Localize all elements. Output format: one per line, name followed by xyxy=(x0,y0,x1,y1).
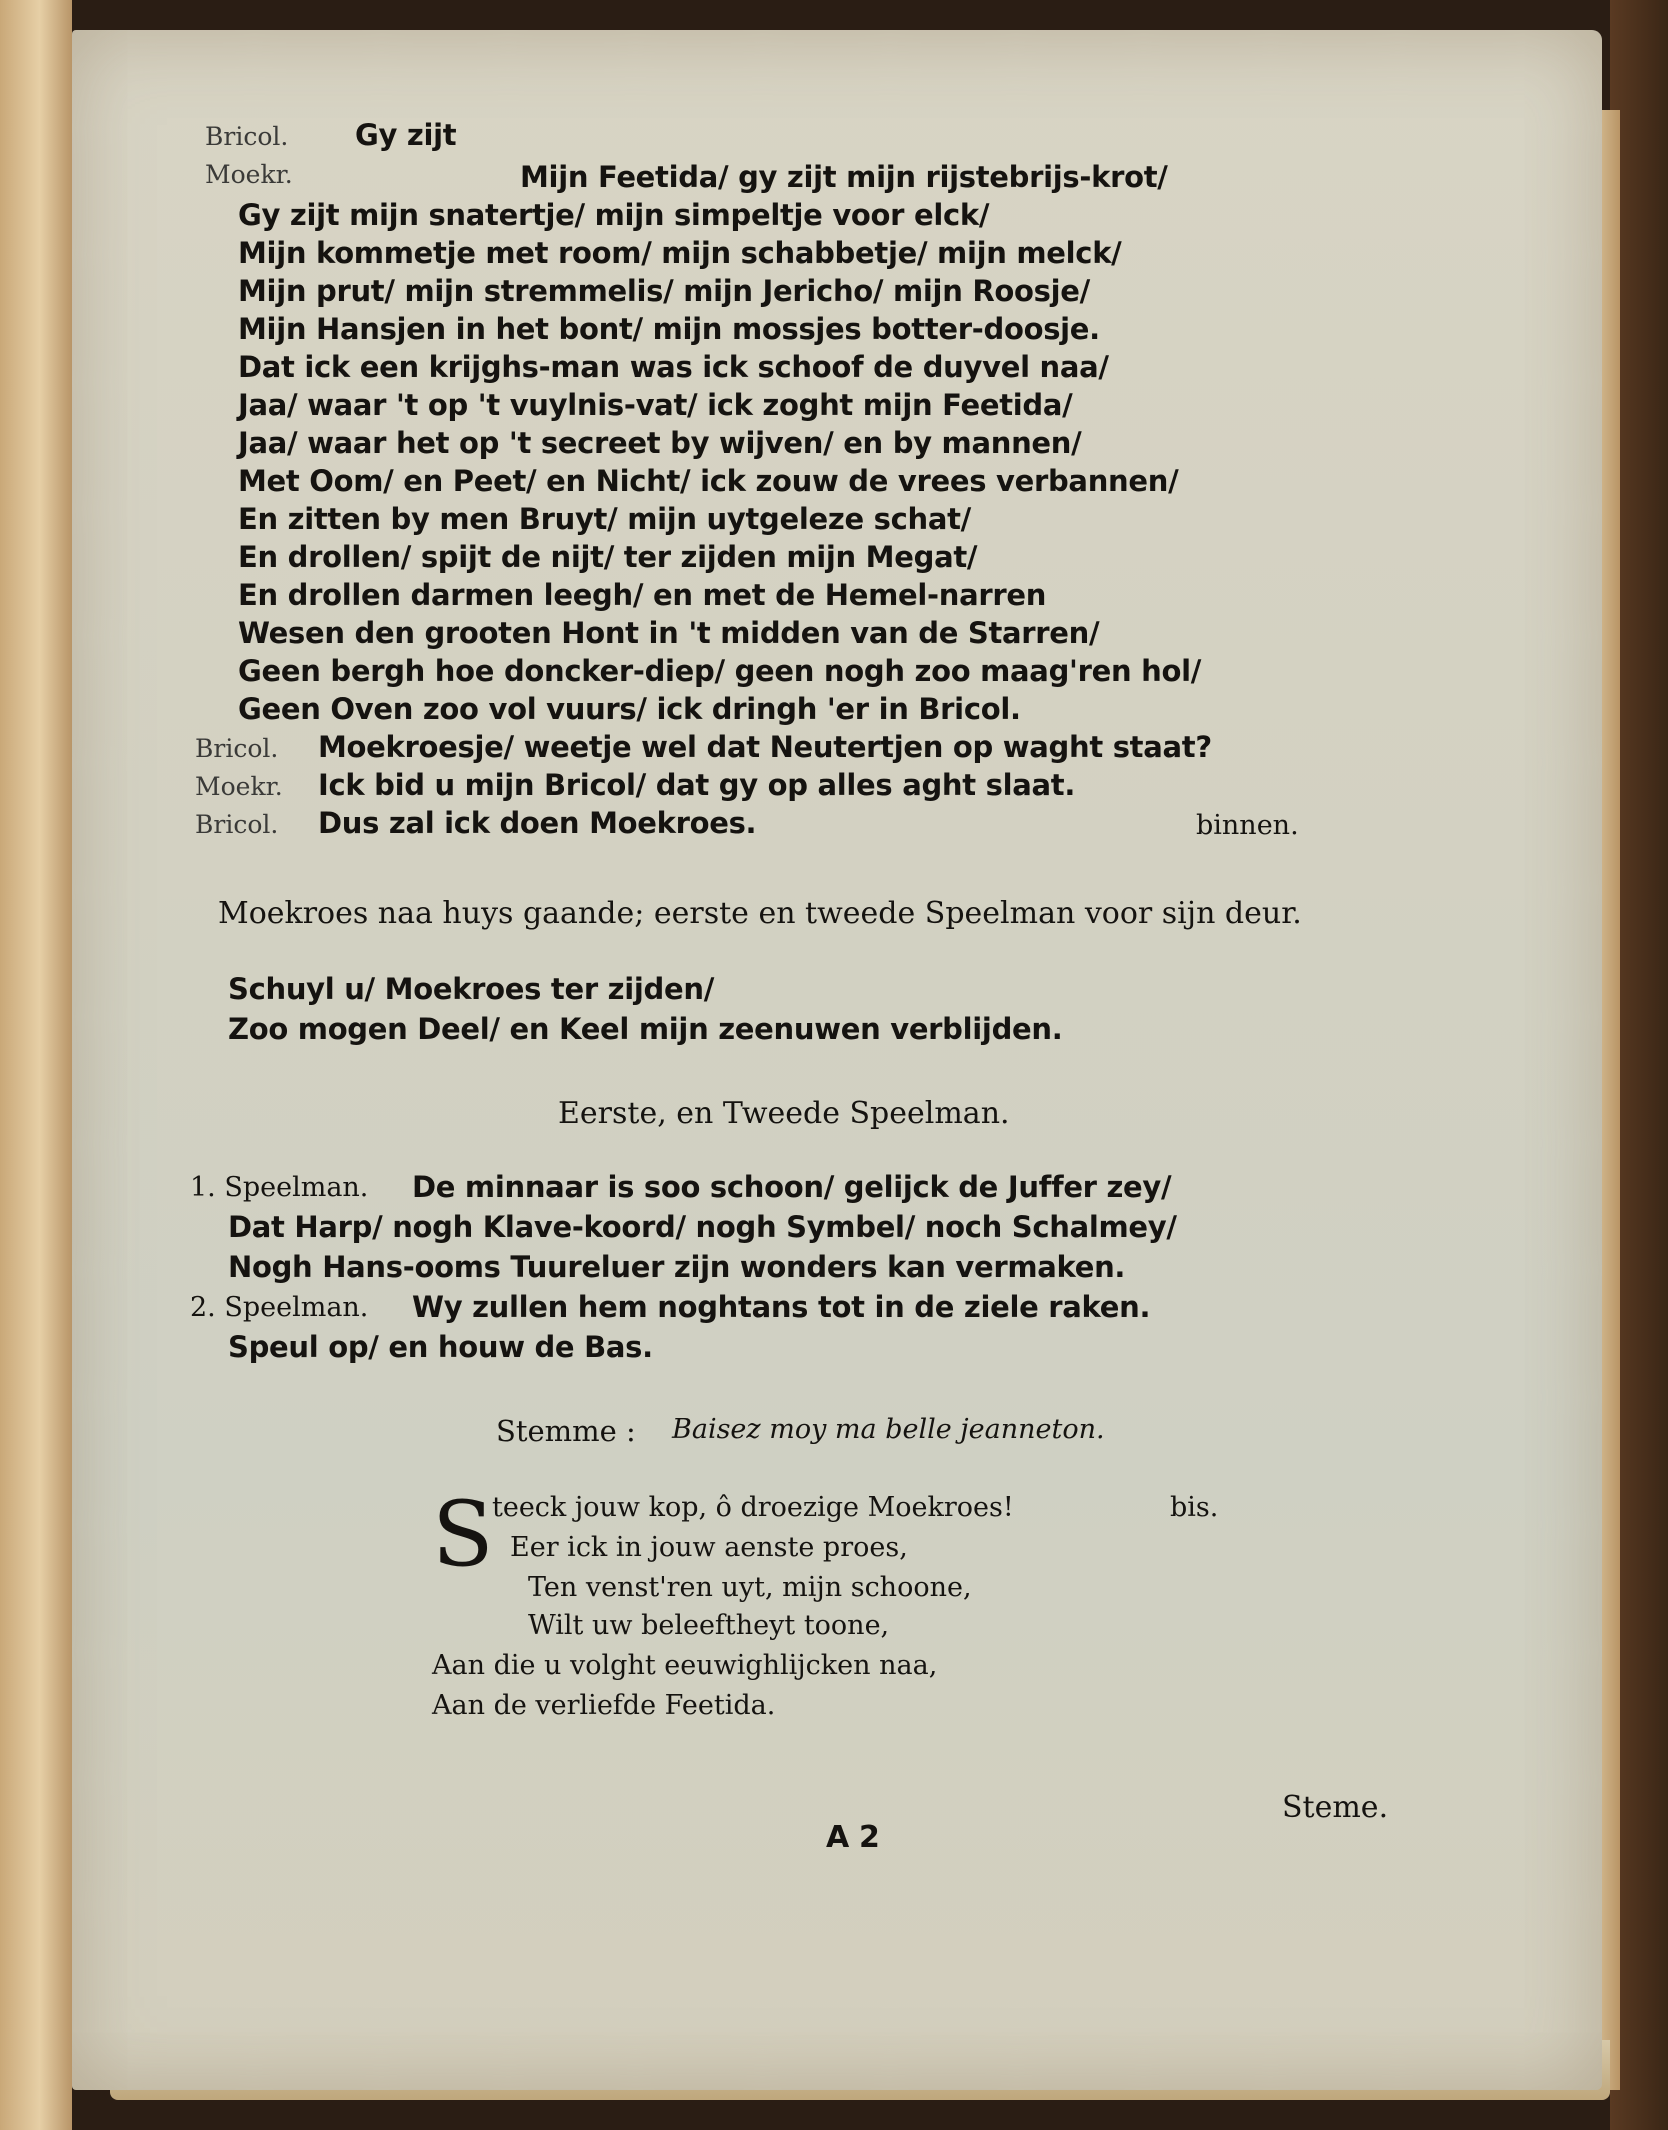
dialogue-line: Met Oom/ en Peet/ en Nicht/ ick zouw de vrees verbannen/ xyxy=(238,464,1179,498)
dialogue-line: Wy zullen hem noghtans tot in de ziele raken. xyxy=(412,1290,1151,1324)
dialogue-line: Geen bergh hoe doncker-diep/ geen nogh zoo maag'ren hol/ xyxy=(238,654,1202,688)
speaker-label: Bricol. xyxy=(195,810,279,839)
dialogue-line: Dat Harp/ nogh Klave-koord/ nogh Symbel/ noch Schalmey/ xyxy=(228,1210,1177,1244)
stage-direction-binnen: binnen. xyxy=(1196,810,1299,841)
dialogue-line: Ick bid u mijn Bricol/ dat gy op alles aght slaat. xyxy=(318,768,1076,802)
bis-mark: bis. xyxy=(1170,1492,1219,1523)
stemme-label: Stemme : xyxy=(496,1414,636,1448)
dialogue-line: Mijn Feetida/ gy zijt mijn rijstebrijs-krot/ xyxy=(520,160,1168,194)
dialogue-line: Jaa/ waar 't op 't vuylnis-vat/ ick zoght mijn Feetida/ xyxy=(238,388,1073,422)
dialogue-line: De minnaar is soo schoon/ gelijck de Juffer zey/ xyxy=(412,1170,1172,1204)
song-line: Wilt uw beleeftheyt toone, xyxy=(528,1610,890,1641)
verse-line: Schuyl u/ Moekroes ter zijden/ xyxy=(228,972,714,1006)
speaker-label: Moekr. xyxy=(205,160,293,189)
song-line: Aan de verliefde Feetida. xyxy=(432,1690,776,1721)
stage-direction: Moekroes naa huys gaande; eerste en tweede Speelman voor sijn deur. xyxy=(218,896,1302,931)
dialogue-line: Geen Oven zoo vol vuurs/ ick dringh 'er in Bricol. xyxy=(238,692,1021,726)
dialogue-line: En drollen/ spijt de nijt/ ter zijden mijn Megat/ xyxy=(238,540,978,574)
dialogue-line: En drollen darmen leegh/ en met de Hemel-narren xyxy=(238,578,1047,612)
song-line: Aan die u volght eeuwighlijcken naa, xyxy=(432,1650,938,1681)
catchword: Steme. xyxy=(1282,1790,1389,1825)
stemme-tune: Baisez moy ma belle jeanneton. xyxy=(672,1414,1105,1445)
dialogue-line: Speul op/ en houw de Bas. xyxy=(228,1330,653,1364)
drop-cap: S xyxy=(432,1482,494,1587)
dialogue-line: Mijn kommetje met room/ mijn schabbetje/ mijn melck/ xyxy=(238,236,1122,270)
dialogue-line: Nogh Hans-ooms Tuureluer zijn wonders kan vermaken. xyxy=(228,1250,1126,1284)
song-line: Eer ick in jouw aenste proes, xyxy=(510,1532,908,1563)
verse-line: Zoo mogen Deel/ en Keel mijn zeenuwen verblijden. xyxy=(228,1012,1063,1046)
dialogue-line: Gy zijt xyxy=(355,118,457,152)
speaker-label: Moekr. xyxy=(195,772,283,801)
speaker-label: Bricol. xyxy=(205,122,289,151)
dialogue-line: Dus zal ick doen Moekroes. xyxy=(318,806,757,840)
speaker-label: 2. Speelman. xyxy=(190,1292,369,1323)
dialogue-line: Mijn Hansjen in het bont/ mijn mossjes botter-doosje. xyxy=(238,312,1100,346)
signature-mark: A 2 xyxy=(826,1820,880,1855)
song-line: teeck jouw kop, ô droezige Moekroes! xyxy=(492,1492,1014,1523)
dialogue-line: Wesen den grooten Hont in 't midden van de Starren/ xyxy=(238,616,1100,650)
dialogue-line: Gy zijt mijn snatertje/ mijn simpeltje voor elck/ xyxy=(238,198,990,232)
speaker-label: 1. Speelman. xyxy=(190,1172,369,1203)
dialogue-line: Dat ick een krijghs-man was ick schoof de duyvel naa/ xyxy=(238,350,1109,384)
section-heading: Eerste, en Tweede Speelman. xyxy=(558,1096,1010,1131)
song-line: Ten venst'ren uyt, mijn schoone, xyxy=(528,1572,972,1603)
dialogue-line: Jaa/ waar het op 't secreet by wijven/ en by mannen/ xyxy=(238,426,1082,460)
dialogue-line: En zitten by men Bruyt/ mijn uytgeleze schat/ xyxy=(238,502,971,536)
dialogue-line: Moekroesje/ weetje wel dat Neutertjen op waght staat? xyxy=(318,730,1212,764)
speaker-label: Bricol. xyxy=(195,734,279,763)
dialogue-line: Mijn prut/ mijn stremmelis/ mijn Jericho/ mijn Roosje/ xyxy=(238,274,1090,308)
left-page-edge xyxy=(0,0,72,2130)
